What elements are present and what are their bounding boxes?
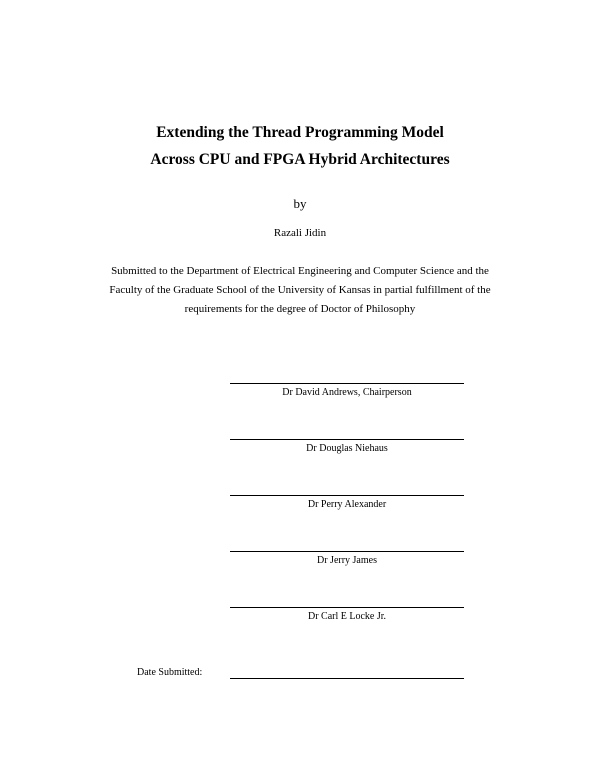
signatory-name: Dr Perry Alexander bbox=[307, 499, 387, 510]
signature-block bbox=[230, 439, 464, 454]
signatory-name: Dr Carl E Locke Jr. bbox=[307, 611, 387, 622]
date-submitted-line bbox=[230, 678, 464, 679]
signatory-name: Dr Douglas Niehaus bbox=[306, 443, 388, 454]
signature-line bbox=[230, 495, 464, 496]
statement-line: requirements for the degree of Doctor of Philosophy bbox=[184, 303, 416, 315]
signatory-name: Dr David Andrews, Chairperson bbox=[282, 387, 412, 398]
title-line-1: Extending the Thread Programming Model bbox=[156, 124, 444, 141]
signature-block bbox=[230, 551, 464, 566]
signature-block-chairperson bbox=[230, 383, 464, 398]
signature-block bbox=[230, 495, 464, 510]
author-name: Razali Jidin bbox=[273, 227, 327, 239]
by-label: by bbox=[293, 196, 307, 211]
date-submitted-label: Date Submitted: bbox=[137, 667, 203, 678]
title-line-2: Across CPU and FPGA Hybrid Architectures bbox=[150, 151, 450, 168]
statement-line: Submitted to the Department of Electrical Engineering and Computer Science and the bbox=[111, 265, 489, 277]
signature-block bbox=[230, 607, 464, 622]
signature-line bbox=[230, 551, 464, 552]
signature-line bbox=[230, 439, 464, 440]
signatory-name: Dr Jerry James bbox=[317, 555, 377, 566]
submission-statement bbox=[0, 262, 600, 319]
signature-line bbox=[230, 383, 464, 384]
statement-line: Faculty of the Graduate School of the University of Kansas in partial fulfillment of the bbox=[109, 284, 491, 296]
signature-line bbox=[230, 607, 464, 608]
